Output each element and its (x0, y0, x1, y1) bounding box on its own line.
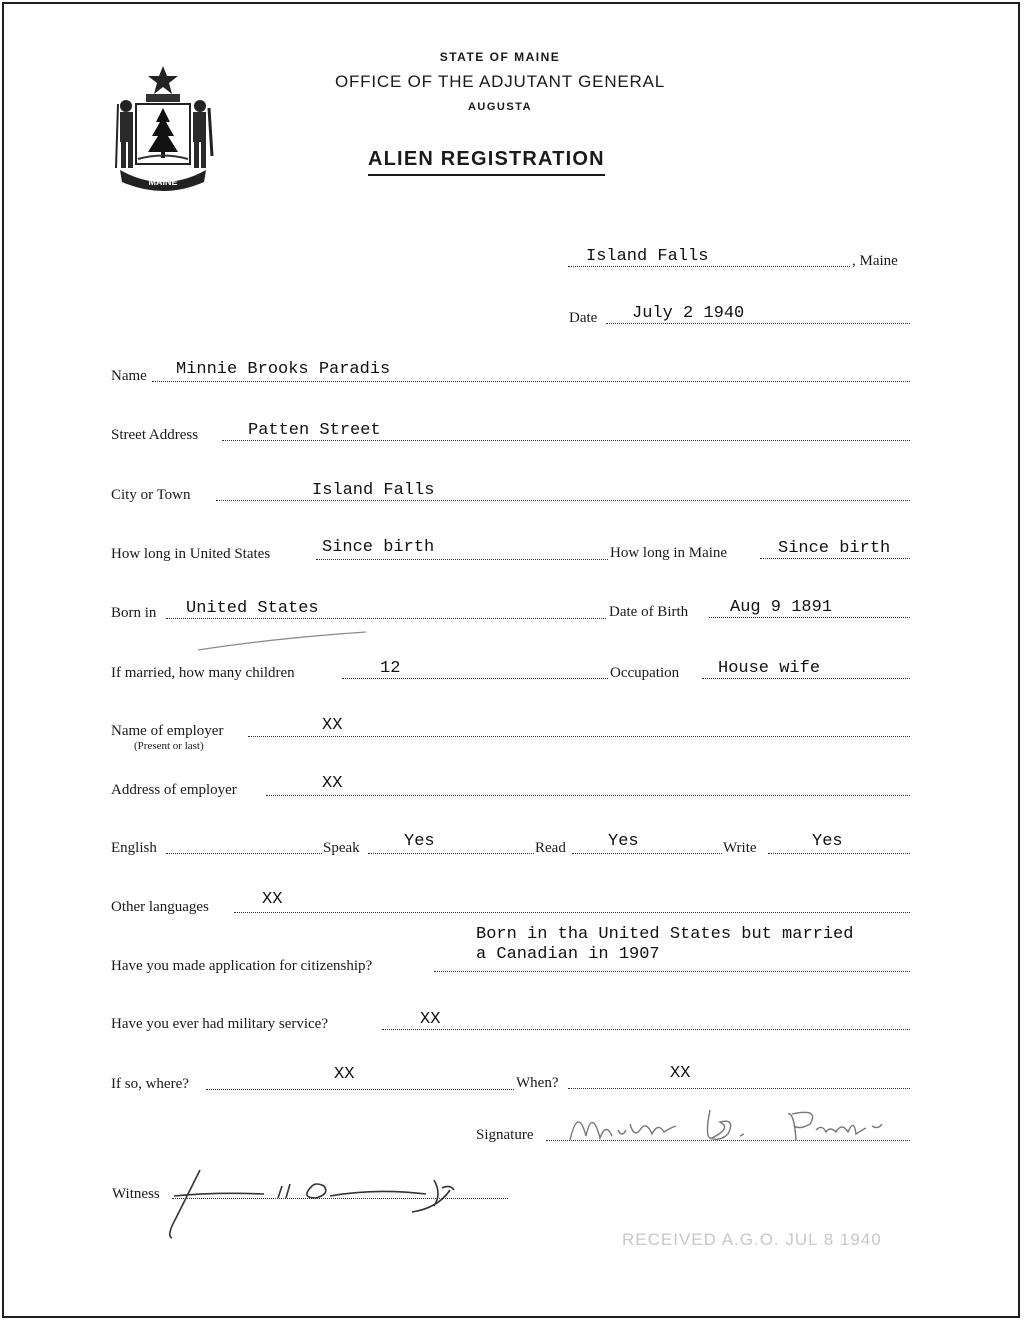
street-value: Patten Street (248, 421, 381, 440)
when-value: XX (670, 1064, 691, 1083)
date-of-birth-value: Aug 9 1891 (730, 598, 833, 617)
employer-address-label: Address of employer (111, 782, 237, 798)
date-value: July 2 1940 (632, 304, 745, 323)
born-in-value: United States (186, 599, 319, 618)
children-line (342, 678, 608, 679)
other-languages-label: Other languages (111, 899, 209, 915)
city-line (216, 500, 910, 501)
speak-line (368, 853, 534, 854)
place-line (568, 266, 850, 267)
signature-handwriting (560, 1100, 900, 1146)
how-long-us-line (316, 559, 608, 560)
name-value: Minnie Brooks Paradis (176, 360, 391, 379)
signature-label: Signature (476, 1127, 534, 1143)
form-title: ALIEN REGISTRATION (368, 148, 605, 176)
when-label: When? (516, 1075, 559, 1091)
street-line (222, 440, 910, 441)
how-long-us-value: Since birth (322, 538, 435, 557)
occupation-line (702, 678, 910, 679)
name-label: Name (111, 368, 147, 384)
when-line (568, 1088, 910, 1089)
received-stamp: RECEIVED A.G.O. JUL 8 1940 (622, 1230, 882, 1249)
where-line (206, 1089, 514, 1090)
other-languages-value: XX (262, 890, 283, 909)
date-of-birth-label: Date of Birth (609, 604, 689, 620)
where-value: XX (334, 1065, 355, 1084)
street-label: Street Address (111, 427, 199, 443)
seal-text: MAINE (148, 177, 178, 187)
city-label: City or Town (111, 487, 191, 503)
employer-address-line (266, 795, 910, 796)
maine-label: , Maine (852, 253, 898, 269)
speak-label: Speak (323, 840, 360, 856)
born-in-label: Born in (111, 605, 157, 621)
citizenship-value-line2: a Canadian in 1907 (476, 945, 660, 964)
where-label: If so, where? (111, 1076, 189, 1092)
witness-label: Witness (112, 1186, 160, 1202)
date-label: Date (569, 310, 598, 326)
pen-stroke-mark (196, 626, 376, 656)
military-value: XX (420, 1010, 441, 1029)
english-label: English (111, 840, 157, 856)
date-of-birth-line (709, 617, 910, 618)
born-in-line (166, 618, 606, 619)
city-value: Island Falls (312, 481, 435, 500)
speak-value: Yes (404, 832, 435, 851)
children-value: 12 (380, 659, 401, 678)
occupation-value: House wife (718, 659, 821, 678)
citizenship-line (434, 971, 910, 972)
read-label: Read (535, 840, 566, 856)
write-value: Yes (812, 832, 843, 851)
how-long-us-label: How long in United States (111, 546, 271, 562)
how-long-maine-value: Since birth (778, 539, 891, 558)
place-value: Island Falls (586, 247, 709, 266)
employer-value: XX (322, 716, 343, 735)
how-long-maine-line (760, 558, 910, 559)
employer-label: Name of employer (111, 723, 224, 739)
header-office: OFFICE OF THE ADJUTANT GENERAL (334, 72, 666, 91)
employer-note: (Present or last) (134, 740, 204, 752)
other-languages-line (234, 912, 910, 913)
occupation-label: Occupation (610, 665, 680, 681)
name-line (152, 381, 910, 382)
military-label: Have you ever had military service? (111, 1016, 328, 1032)
witness-handwriting (116, 1158, 496, 1242)
citizenship-label: Have you made application for citizenship? (111, 958, 373, 974)
header-state: STATE OF MAINE (439, 50, 561, 64)
english-line (166, 853, 322, 854)
read-value: Yes (608, 832, 639, 851)
employer-line (248, 736, 910, 737)
header-city: AUGUSTA (467, 101, 533, 113)
employer-address-value: XX (322, 774, 343, 793)
write-line (768, 853, 910, 854)
citizenship-value-line1: Born in tha United States but married (476, 925, 854, 944)
write-label: Write (723, 840, 757, 856)
military-line (382, 1029, 910, 1030)
date-line (606, 323, 910, 324)
how-long-maine-label: How long in Maine (610, 545, 728, 561)
children-label: If married, how many children (111, 665, 295, 681)
read-line (572, 853, 722, 854)
